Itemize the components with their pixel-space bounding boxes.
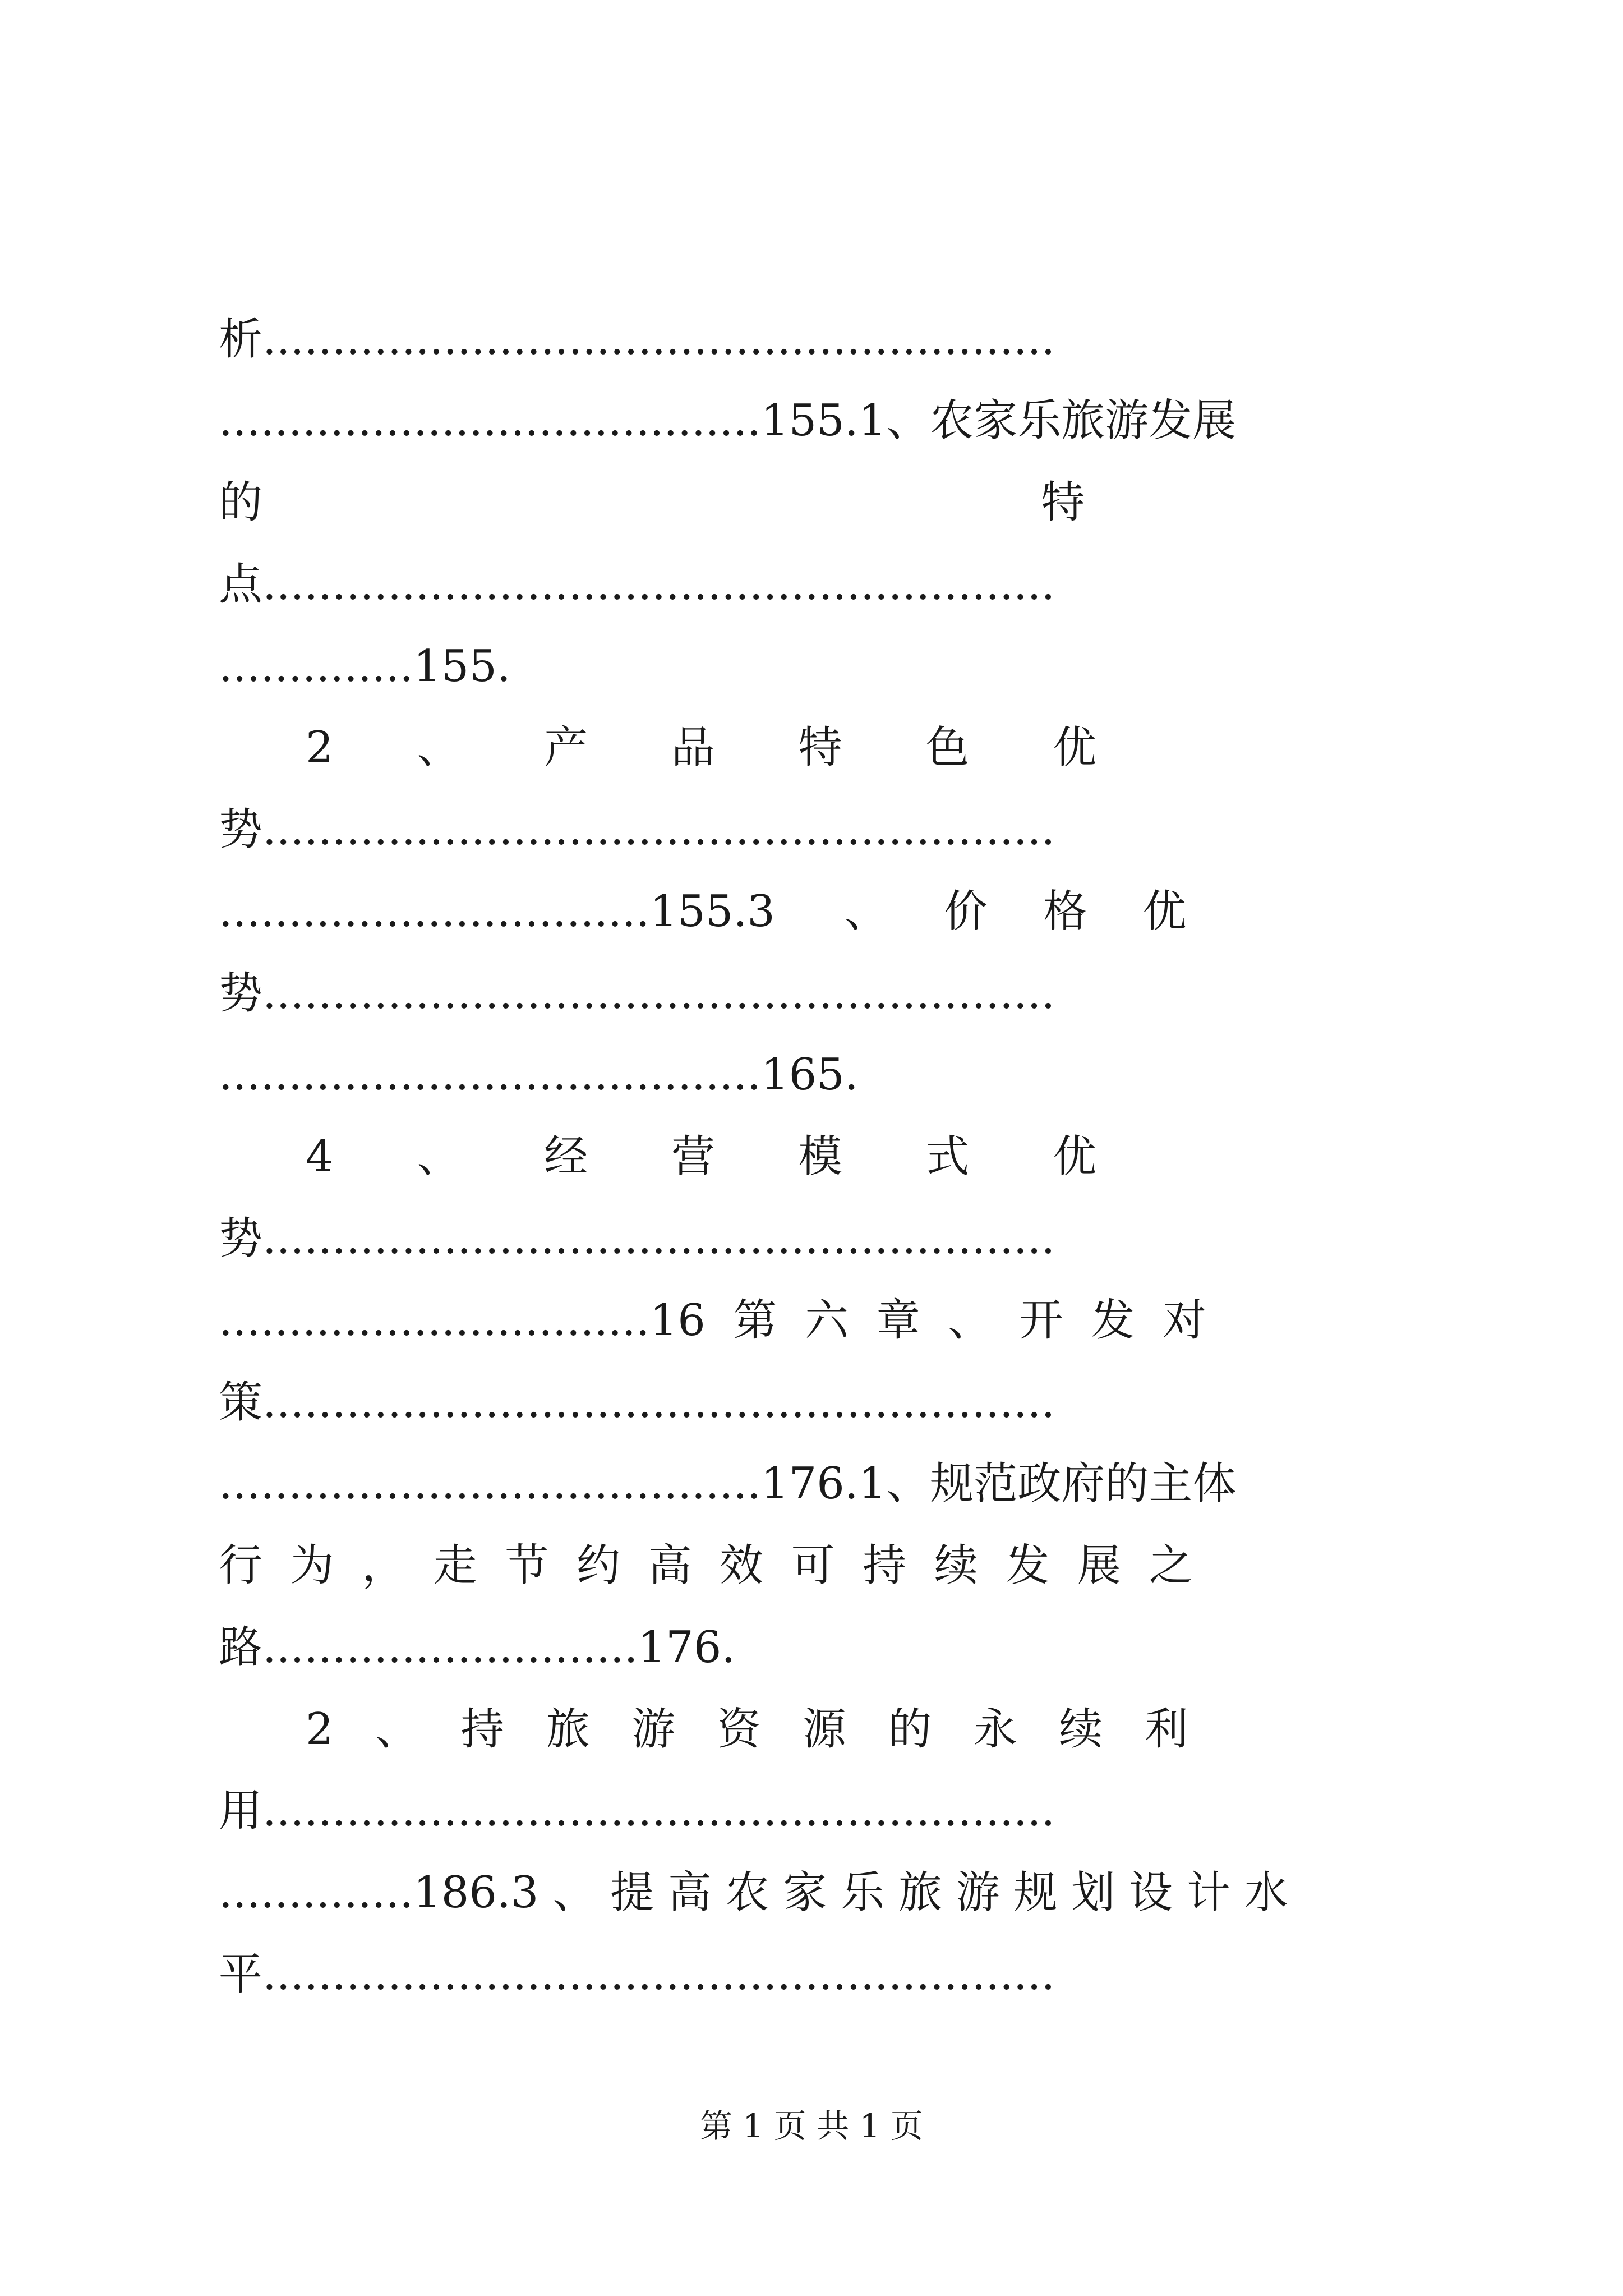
toc-line-15: .......................................176.1、规范政府的主体 [219, 1458, 1237, 1509]
toc-line-1: 析......................................................... [219, 314, 1055, 365]
toc-line-8-text: ...............................155.3 、 价 格 优 [219, 886, 1187, 937]
toc-line-8 [219, 878, 1408, 945]
toc-line-20 [219, 1859, 1408, 1926]
toc-line-19: 用......................................................... [219, 1786, 1055, 1836]
toc-line-12: 势......................................................... [219, 1213, 1055, 1264]
toc-line-6-text: 2 、 产 品 特 色 优 [306, 723, 1097, 773]
toc-line-13 [219, 1287, 1408, 1354]
toc-line-20-text: ..............186.3 、 提 高 农 家 乐 旅 游 规 划 设 计 水 [219, 1867, 1288, 1918]
toc-line-9: 势......................................................... [219, 968, 1055, 1019]
toc-line-3 [219, 469, 1408, 536]
toc-line-5: ..............155. [219, 641, 511, 692]
toc-line-17: 路...........................176. [219, 1622, 736, 1673]
toc-line-13-text: ...............................16 第 六 章 、 开 发 对 [219, 1295, 1206, 1346]
toc-line-10: .......................................165. [219, 1050, 859, 1100]
toc-line-21: 平......................................................... [219, 1949, 1055, 2000]
toc-line-18-text: 2 、 持 旅 游 资 源 的 永 续 利 [306, 1704, 1188, 1755]
toc-line-6 [219, 714, 1408, 781]
toc-line-16 [219, 1532, 1408, 1599]
toc-line-11 [219, 1123, 1408, 1190]
toc-line-14: 策......................................................... [219, 1377, 1055, 1428]
toc-line-18 [219, 1696, 1408, 1763]
toc-line-7: 势......................................................... [219, 804, 1055, 855]
toc-line-4: 点......................................................... [219, 559, 1055, 610]
page-footer: 第 1 页 共 1 页 [700, 2107, 923, 2145]
toc-line-3-text: 的 特 [219, 477, 1085, 528]
toc-line-16-text: 行 为 ， 走 节 约 高 效 可 持 续 发 展 之 [219, 1540, 1193, 1591]
toc-line-2: .......................................155.1、农家乐旅游发展 [219, 395, 1237, 446]
toc-line-11-text: 4 、 经 营 模 式 优 [306, 1131, 1097, 1182]
